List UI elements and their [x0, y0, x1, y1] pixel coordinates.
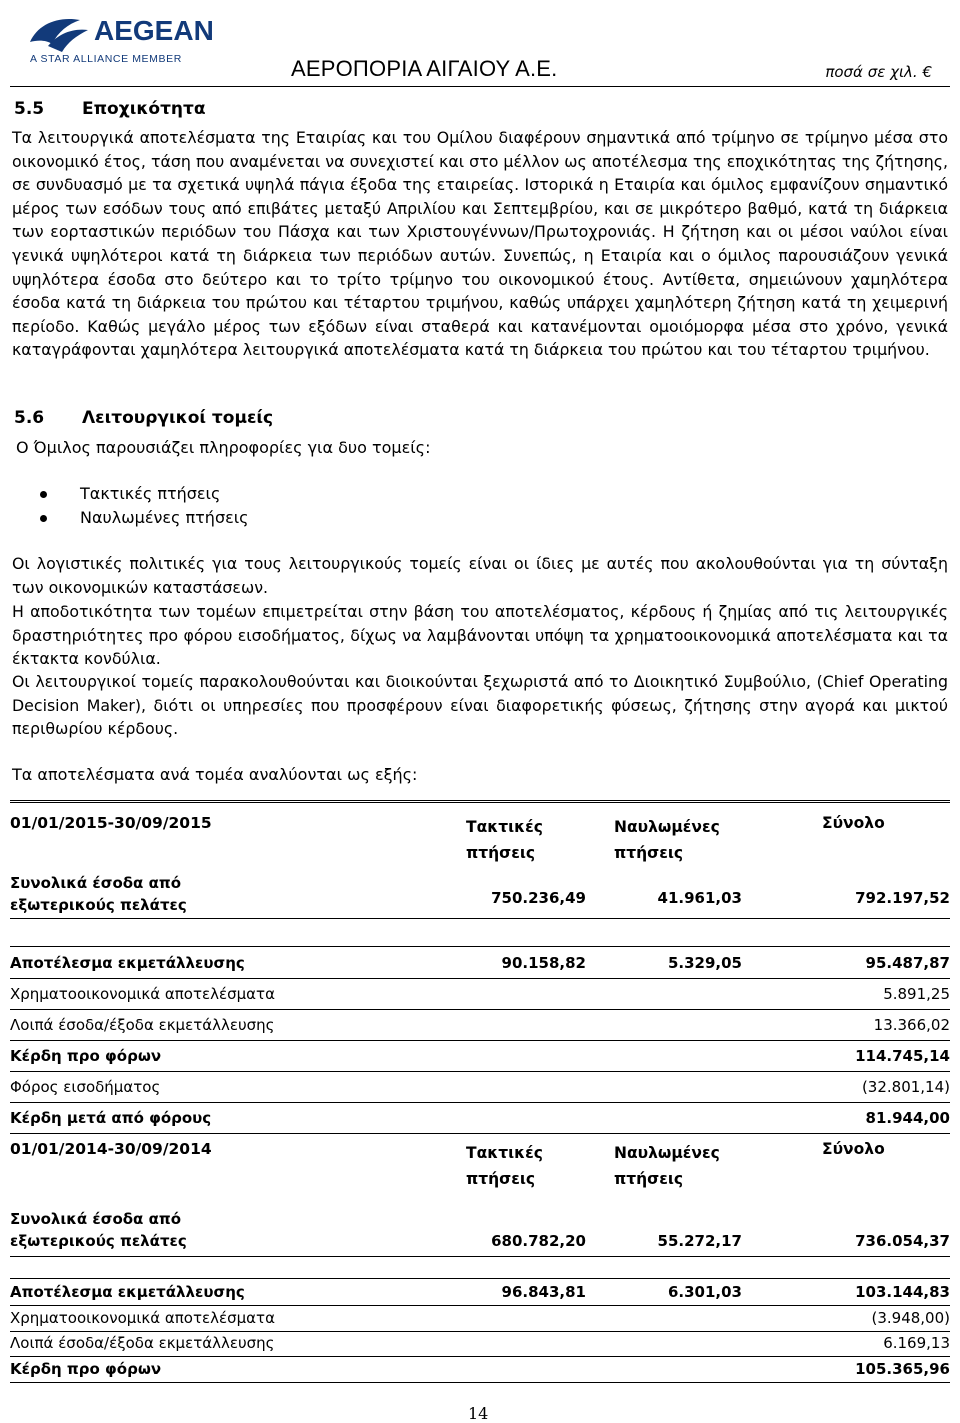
table-row: Χρηματοοικονομικά αποτελέσματα (3.948,00) [10, 1309, 950, 1327]
section-title: Εποχικότητα [82, 99, 206, 119]
section-number: 5.5 [14, 99, 45, 119]
page-number: 14 [468, 1404, 489, 1423]
list-item: Τακτικές πτήσεις [40, 482, 249, 506]
segments-intro: Ο Όμιλος παρουσιάζει πληροφορίες για δυο τομείς: [16, 438, 431, 457]
table-row: Αποτέλεσμα εκμετάλλευσης 90.158,82 5.329,05 95.487,87 [10, 954, 950, 972]
table-rule [10, 1382, 950, 1383]
table-rule [10, 1278, 950, 1279]
table-row: Φόρος εισοδήματος (32.801,14) [10, 1078, 950, 1096]
table-row: Κέρδη μετά από φόρους 81.944,00 [10, 1109, 950, 1127]
table-row: Χρηματοοικονομικά αποτελέσματα 5.891,25 [10, 985, 950, 1003]
table-row: Κέρδη προ φόρων 105.365,96 [10, 1360, 950, 1378]
table-row: Κέρδη προ φόρων 114.745,14 [10, 1047, 950, 1065]
table-rule [10, 1331, 950, 1332]
col-charter-header: Ναυλωμένες πτήσεις [614, 1144, 720, 1188]
aegean-bird-icon [28, 10, 243, 70]
col-scheduled-header: Τακτικές πτήσεις [466, 1144, 543, 1188]
table-header-2015 [10, 814, 950, 868]
logo-tagline: A STAR ALLIANCE MEMBER [30, 53, 182, 65]
table-row: Αποτέλεσμα εκμετάλλευσης 96.843,81 6.301,03 103.144,83 [10, 1283, 950, 1301]
table-rule [10, 978, 950, 979]
policies-paragraph: Οι λογιστικές πολιτικές για τους λειτουργικούς τομείς είναι οι ίδιες με αυτές που ακολουθούνται για τη σύνταξη των οικονομικών καταστάσεων. [12, 554, 948, 597]
table-row: Λοιπά έσοδα/έξοδα εκμετάλλευσης 6.169,13 [10, 1334, 950, 1352]
table-row: Συνολικά έσοδα από εξωτερικούς πελάτες 750.236,49 41.961,03 792.197,52 [10, 874, 950, 914]
table-row: Λοιπά έσοδα/έξοδα εκμετάλλευσης 13.366,02 [10, 1016, 950, 1034]
table-rule [10, 1256, 950, 1257]
table-rule [10, 1356, 950, 1357]
table-rule [10, 1102, 950, 1103]
col-total-header: Σύνολο [822, 814, 885, 832]
table-rule [10, 1133, 950, 1134]
logo-wordmark: AEGEAN [94, 15, 214, 46]
table-rule [10, 1040, 950, 1041]
section-heading-5-6 [14, 408, 273, 428]
table-rule [10, 918, 950, 919]
table-rule [10, 946, 950, 947]
table-rule [10, 800, 950, 803]
period-label: 01/01/2015-30/09/2015 [10, 814, 212, 832]
seasonality-paragraph: Τα λειτουργικά αποτελέσματα της Εταιρίας και του Ομίλου διαφέρουν σημαντικά από τρίμηνο σε τρίμηνο μέσα στο οικονομικό έτος, τάση που αναμένεται να συνεχιστεί και στο μέλλον ως αποτέλεσμα της εποχικότητας της ζήτησης, σε συνδυασμό με τα σχετικά υψηλά πάγια έξοδα της εταιρείας. Ιστορικά η Εταιρία και όμιλος εμφανίζουν σημαντικό μέρος των εσόδων τους από επιβάτες μεταξύ Απριλίου και Σεπτεμβρίου, και σε μικρότερο βαθμό, κατά τη διάρκεια των εορταστικών περιόδων του Πάσχα και των Χριστουγέννων/Πρωτοχρονιάς. Η ζήτηση και οι μέσοι ναύλοι είναι γενικά υψηλότεροι κατά τη διάρκεια των περιόδων αυτών. Συνεπώς, η Εταιρία και ο όμιλος παρουσιάζουν γενικά υψηλότερα έσοδα στο δεύτερο και το τρίτο τρίμηνο του οικονομικού έτους. Αντίθετα, σημειώνουν χαμηλότερα έσοδα κατά τη διάρκεια του πρώτου και τέταρτου τριμήνου, καθώς υπάρχει χαμηλότερη ζήτηση κατά τη χειμερινή περίοδο. Καθώς μεγάλο μέρος των εξόδων είναι σταθερά και κατανέμονται ομοιόμορφα μέσα στο χρόνο, γενικά καταγράφονται χαμηλότερα λειτουργικά αποτελέσματα κατά τη διάρκεια του πρώτου και του τέταρτου τριμήνου. [12, 128, 948, 360]
section-heading-5-5 [14, 99, 206, 119]
section-number: 5.6 [14, 408, 45, 428]
management-paragraph: Οι λειτουργικοί τομείς παρακολουθούνται και διοικούνται ξεχωριστά από το Διοικητικό Συμβούλιο, (Chief Operating Decision Maker), διότι οι υπηρεσίες που προσφέρουν είναι διαφορετικής φύσεως, ζήτησης στην αγορά και μικτού περιθωρίου κέρδους. [12, 672, 948, 739]
table-row: Συνολικά έσοδα από εξωτερικούς πελάτες 680.782,20 55.272,17 736.054,37 [10, 1210, 950, 1250]
col-total-header: Σύνολο [822, 1140, 885, 1158]
performance-paragraph: Η αποδοτικότητα των τομέων επιμετρείται στην βάση του αποτελέσματος, κέρδους ή ζημίας από τις λειτουργικές δραστηριότητες προ φόρου εισοδήματος, δίχως να λαμβάνονται υπόψη τα χρηματοοικονομικά αποτελέσματα και τα έκτακτα κονδύλια. [12, 602, 948, 669]
table-rule [10, 1071, 950, 1072]
results-intro: Τα αποτελέσματα ανά τομέα αναλύονται ως εξής: [12, 765, 418, 784]
period-label: 01/01/2014-30/09/2014 [10, 1140, 212, 1158]
table-rule [10, 1305, 950, 1306]
list-item: Ναυλωμένες πτήσεις [40, 506, 249, 530]
company-name: ΑΕΡΟΠΟΡΙΑ ΑΙΓΑΙΟΥ Α.Ε. [291, 56, 558, 81]
col-charter-header: Ναυλωμένες πτήσεις [614, 818, 720, 862]
segments-list [40, 482, 249, 530]
table-header-2014 [10, 1140, 950, 1194]
table-rule [10, 1009, 950, 1010]
col-scheduled-header: Τακτικές πτήσεις [466, 818, 543, 862]
section-title: Λειτουργικοί τομείς [82, 408, 274, 428]
amounts-note: ποσά σε χιλ. € [825, 63, 932, 81]
aegean-logo [28, 10, 243, 70]
header-rule [10, 86, 950, 87]
